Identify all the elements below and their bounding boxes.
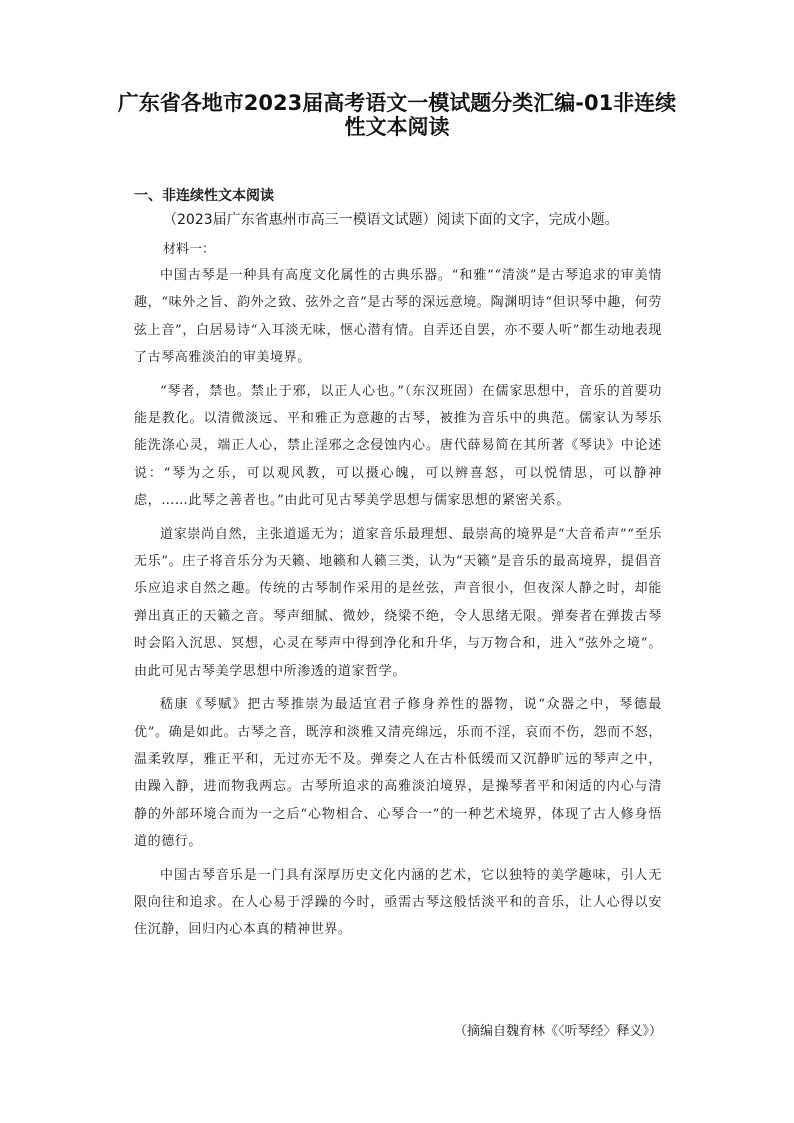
- paragraph-5: 中国古琴音乐是一门具有深厚历史文化内涵的艺术，它以独特的美学趣味，引人无限向往和追求。在人心易于浮躁的今时，亟需古琴这般恬淡平和的音乐，让人心得以安住沉静，回归内心本真的精神世界。: [134, 867, 662, 938]
- source-note: （2023届广东省惠州市高三一模语文试题）阅读下面的文字，完成小题。: [163, 212, 619, 228]
- paragraph-1: 中国古琴是一种具有高度文化属性的古典乐器。“和雅”“清淡”是古琴追求的审美情趣，“味外之旨、韵外之致、弦外之音”是古琴的深远意境。陶渊明诗“但识琴中趣，何劳弦上音”，白居易诗“入耳淡无味，惬心潜有情。自弄还自罢，亦不要人听”都生动地表现了古琴高雅淡泊的审美境界。: [134, 268, 662, 366]
- material-body: [134, 262, 662, 950]
- paragraph-3: 道家崇尚自然，主张道遥无为；道家音乐最理想、最崇高的境界是“大音希声”“至乐无乐”。庄子将音乐分为天籁、地籁和人籁三类，认为“天籁”是音乐的最高境界，提倡音乐应追求自然之趣。传统的古琴制作采用的是丝弦，声音很小，但夜深人静之时，却能弹出真正的天籁之音。琴声细腻、微妙，绕梁不绝，令人思绪无限。弹奏者在弹拨古琴时会陷入沉思、冥想，心灵在琴声中得到净化和升华，与万物合和，进入“弦外之境”。由此可见古琴美学思想中所渗透的道家哲学。: [134, 526, 662, 679]
- section-heading: 一、非连续性文本阅读: [134, 188, 274, 204]
- paragraph-2: “琴者，禁也。禁止于邪，以正人心也。”（东汉班固）在儒家思想中，音乐的首要功能是教化。以清微淡远、平和雅正为意趣的古琴，被推为音乐中的典范。儒家认为琴乐能洗涤心灵，端正人心，禁止淫邪之念侵蚀内心。唐代薛易简在其所著《琴诀》中论述说：“琴为之乐，可以观风教，可以摄心魄，可以辨喜怒，可以悦情思，可以静神虑，……此琴之善者也。”由此可见古琴美学思想与儒家思想的紧密关系。: [134, 383, 662, 509]
- document-title-line-1: 广东省各地市2023届高考语文一模试题分类汇编-01非连续: [117, 91, 677, 115]
- paragraph-4: 嵇康《琴赋》把古琴推崇为最适宜君子修身养性的器物，说“众器之中，琴德最优”。确是如此。古琴之音，既淳和淡雅又清亮绵远，乐而不淫，哀而不伤，怨而不怒，温柔敦厚，雅正平和，无过亦无不及。弹奏之人在古朴低缓而又沉静旷远的琴声之中，由躁入静，进而物我两忘。古琴所追求的高雅淡泊境界，是操琴者平和闲适的内心与清静的外部环境合而为一之后“心物相合、心琴合一”的一种艺术境界，体现了古人修身悟道的德行。: [134, 697, 662, 850]
- material-label: 材料一：: [163, 242, 216, 257]
- citation: （摘编自魏育林《〈听琴经〉释义》）: [453, 1024, 662, 1039]
- document-title-line-2: 性文本阅读: [344, 115, 450, 139]
